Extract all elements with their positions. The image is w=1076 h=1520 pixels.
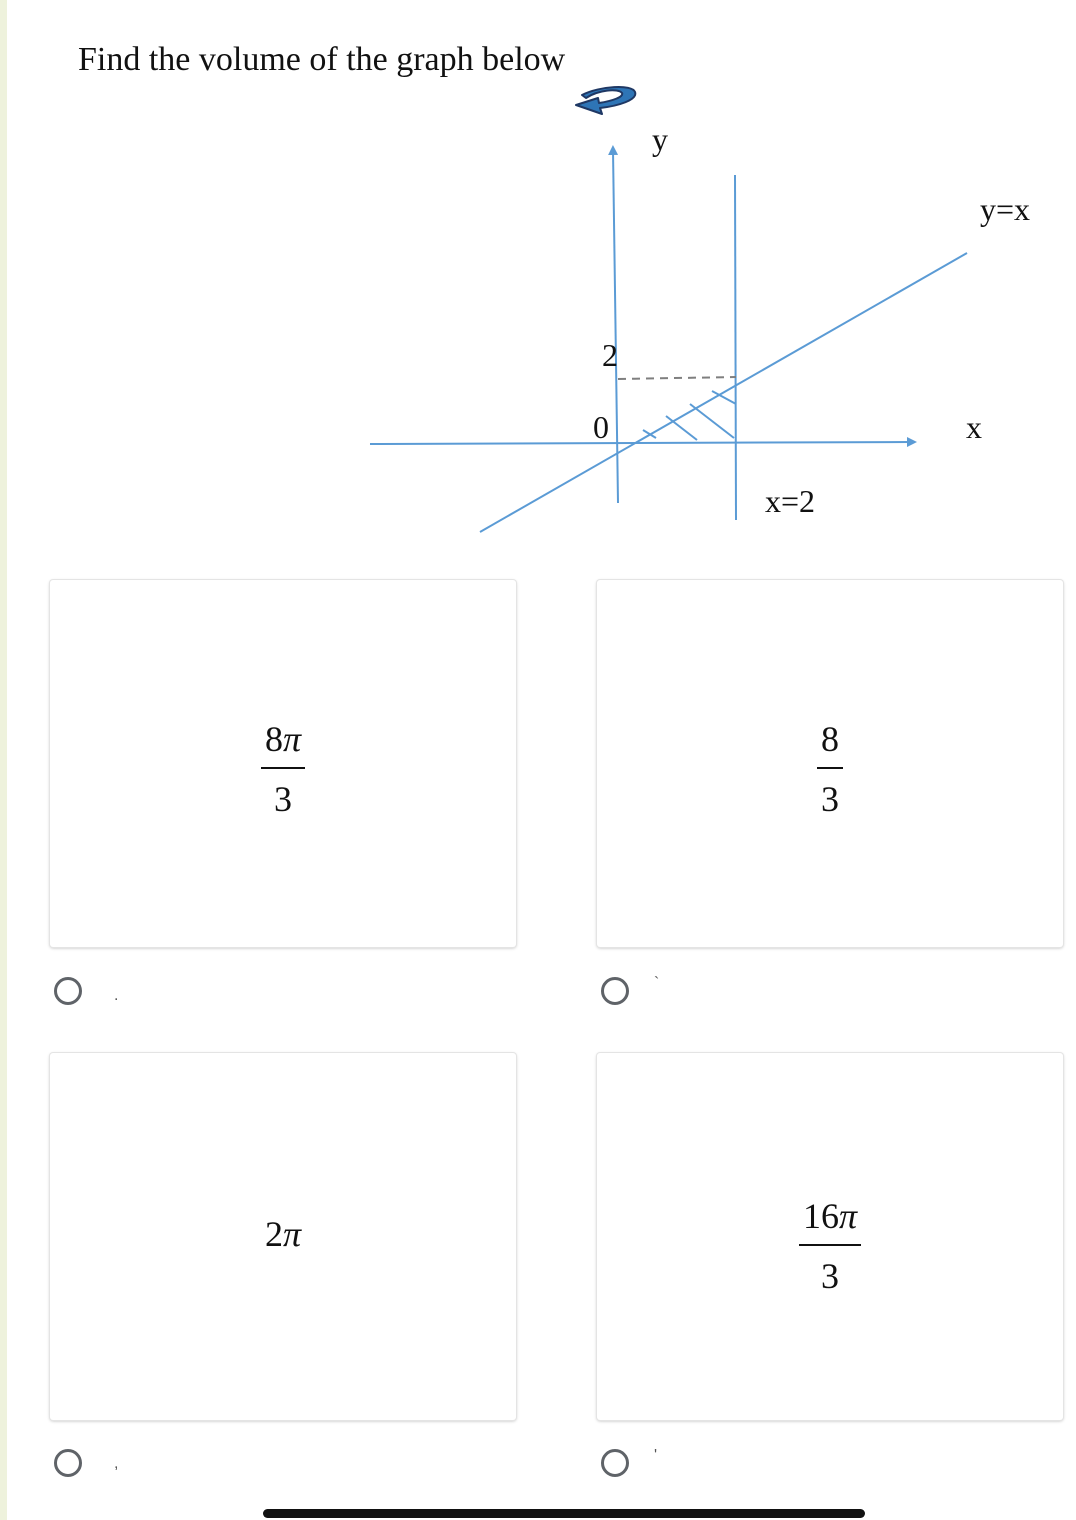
y-axis — [613, 150, 618, 503]
curved-arrow-icon — [576, 87, 635, 114]
option-d-mark: ' — [654, 1447, 658, 1464]
option-a-mark: . — [114, 987, 119, 1004]
option-c-coefficient: 2 — [264, 1214, 283, 1254]
line-label: y=x — [980, 191, 1031, 227]
y-axis-label: y — [652, 121, 668, 157]
option-b-radio[interactable] — [601, 977, 629, 1005]
tick-label-0: 0 — [593, 409, 609, 445]
option-card-d[interactable] — [597, 1053, 1063, 1420]
option-b-numerator: 8 — [821, 719, 839, 759]
option-b-denominator: 3 — [821, 779, 839, 819]
fraction — [799, 1195, 861, 1297]
option-card-a[interactable] — [50, 580, 516, 947]
option-c-value — [50, 1213, 516, 1255]
fraction-bar — [261, 767, 305, 769]
x-axis — [370, 442, 912, 444]
option-card-c[interactable] — [50, 1053, 516, 1420]
option-d-radio[interactable] — [601, 1449, 629, 1477]
option-d-denominator: 3 — [820, 1256, 839, 1296]
pi-symbol: π — [282, 1214, 302, 1254]
option-a-value — [50, 718, 516, 820]
option-a-denominator: 3 — [273, 779, 292, 819]
fraction — [261, 718, 305, 820]
option-d-value — [597, 1195, 1063, 1297]
fraction — [817, 718, 843, 820]
pi-symbol: π — [838, 1196, 858, 1236]
option-a-radio[interactable] — [54, 977, 82, 1005]
fraction-bar — [799, 1244, 861, 1246]
question-text: Find the volume of the graph below — [78, 41, 566, 78]
graph-svg — [360, 78, 1060, 548]
tick-label-2: 2 — [602, 337, 618, 373]
home-indicator-bar[interactable] — [263, 1509, 865, 1518]
left-edge-strip — [0, 0, 7, 1520]
line-y-equals-x — [480, 253, 967, 532]
x-axis-label: x — [966, 409, 982, 445]
option-a-numerator: 8 — [264, 719, 283, 759]
option-c-mark: , — [114, 1455, 119, 1472]
dashed-line-y2 — [618, 377, 736, 379]
vertical-line-label: x=2 — [765, 483, 816, 519]
shaded-region-hatching — [643, 391, 736, 440]
graph-figure — [360, 78, 1060, 548]
fraction-bar — [817, 767, 843, 769]
option-d-numerator: 16 — [802, 1196, 839, 1236]
option-b-value — [597, 718, 1063, 820]
option-b-mark: ` — [654, 975, 660, 992]
vertical-line-x2 — [735, 175, 736, 520]
option-card-b[interactable] — [597, 580, 1063, 947]
pi-symbol: π — [282, 719, 302, 759]
option-c-radio[interactable] — [54, 1449, 82, 1477]
